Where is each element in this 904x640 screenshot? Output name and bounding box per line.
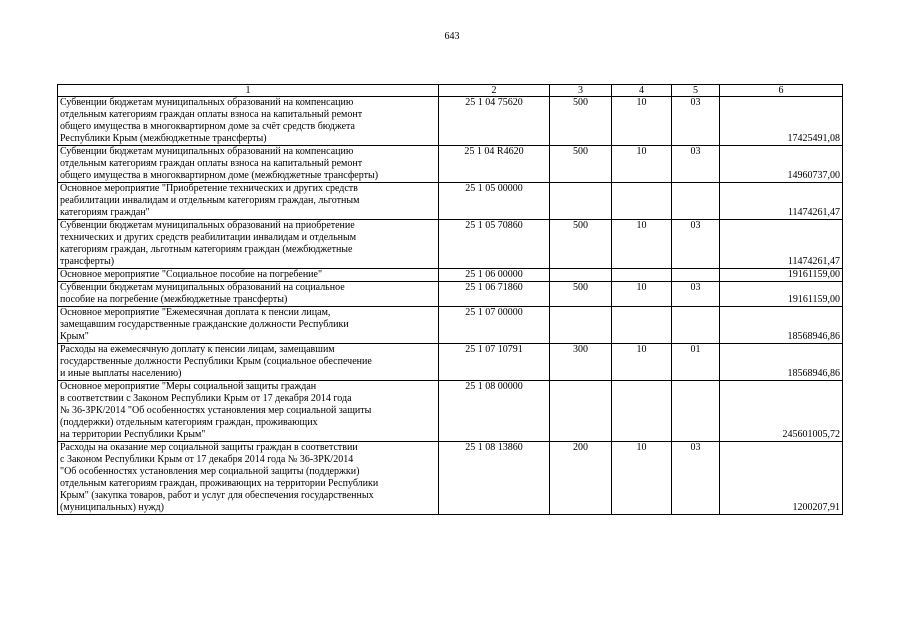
item-name-line: Основное мероприятие "Ежемесячная доплата к пенсии лицам, xyxy=(60,307,331,318)
item-name xyxy=(58,282,439,307)
section-code xyxy=(612,183,672,220)
item-name-line: технических и других средств реабилитации инвалидам и отдельным xyxy=(60,232,357,243)
target-article-code: 25 1 07 00000 xyxy=(439,307,550,344)
subsection-code: 03 xyxy=(672,146,720,183)
amount: 18568946,86 xyxy=(720,344,843,381)
amount: 11474261,47 xyxy=(720,183,843,220)
item-name-line: Основное мероприятие "Приобретение технических и других средств xyxy=(60,183,358,194)
table-row xyxy=(58,220,843,269)
section-code: 10 xyxy=(612,344,672,381)
subsection-code xyxy=(672,307,720,344)
expense-type-code xyxy=(550,381,612,442)
column-header-4: 4 xyxy=(612,85,672,97)
item-name xyxy=(58,183,439,220)
item-name-line: Субвенции бюджетам муниципальных образований на социальное xyxy=(60,282,345,293)
section-code xyxy=(612,381,672,442)
column-header-1: 1 xyxy=(58,85,439,97)
expense-type-code xyxy=(550,307,612,344)
item-name xyxy=(58,344,439,381)
subsection-code: 01 xyxy=(672,344,720,381)
table-body xyxy=(58,85,843,515)
expense-type-code xyxy=(550,183,612,220)
section-code: 10 xyxy=(612,282,672,307)
item-name xyxy=(58,269,439,282)
item-name-line: Основное мероприятие "Меры социальной защиты граждан xyxy=(60,381,317,392)
table-row xyxy=(58,442,843,515)
item-name-line: Основное мероприятие "Социальное пособие на погребение" xyxy=(60,269,323,280)
target-article-code: 25 1 06 71860 xyxy=(439,282,550,307)
item-name-line: отдельным категориям граждан оплаты взноса на капитальный ремонт xyxy=(60,158,363,169)
amount: 14960737,00 xyxy=(720,146,843,183)
table-row xyxy=(58,97,843,146)
subsection-code: 03 xyxy=(672,97,720,146)
item-name-line: Республики Крым (межбюджетные трансферты) xyxy=(60,133,267,144)
target-article-code: 25 1 06 00000 xyxy=(439,269,550,282)
expense-type-code: 500 xyxy=(550,146,612,183)
subsection-code: 03 xyxy=(672,220,720,269)
item-name-line: общего имущества в многоквартирном доме (межбюджетные трансферты) xyxy=(60,170,379,181)
table-row xyxy=(58,183,843,220)
amount: 19161159,00 xyxy=(720,282,843,307)
item-name-line: категориям граждан, льготным категориям граждан (межбюджетные xyxy=(60,244,353,255)
item-name xyxy=(58,220,439,269)
item-name xyxy=(58,97,439,146)
item-name-line: пособие на погребение (межбюджетные трансферты) xyxy=(60,294,288,305)
table-row xyxy=(58,307,843,344)
page-number: 643 xyxy=(444,31,460,42)
item-name-line: государственные должности Республики Крым (социальное обеспечение xyxy=(60,356,372,367)
section-code: 10 xyxy=(612,442,672,515)
column-header-2: 2 xyxy=(439,85,550,97)
target-article-code: 25 1 07 10791 xyxy=(439,344,550,381)
expense-type-code: 200 xyxy=(550,442,612,515)
item-name-line: отдельным категориям граждан оплаты взноса на капитальный ремонт xyxy=(60,109,363,120)
amount: 19161159,00 xyxy=(720,269,843,282)
amount: 18568946,86 xyxy=(720,307,843,344)
budget-table xyxy=(57,84,843,515)
item-name xyxy=(58,146,439,183)
subsection-code: 03 xyxy=(672,282,720,307)
target-article-code: 25 1 05 70860 xyxy=(439,220,550,269)
section-code xyxy=(612,307,672,344)
item-name-line: реабилитации инвалидам и отдельным категориям граждан, льготным xyxy=(60,195,360,206)
item-name-line: и иные выплаты населению) xyxy=(60,368,182,379)
item-name-line: (муниципальных) нужд) xyxy=(60,502,164,513)
expense-type-code: 500 xyxy=(550,97,612,146)
column-header-3: 3 xyxy=(550,85,612,97)
section-code xyxy=(612,269,672,282)
item-name-line: на территории Республики Крым" xyxy=(60,429,206,440)
column-header-6: 6 xyxy=(720,85,843,97)
expense-type-code: 300 xyxy=(550,344,612,381)
item-name-line: категориям граждан" xyxy=(60,207,150,218)
column-header-5: 5 xyxy=(672,85,720,97)
item-name-line: Крым" xyxy=(60,331,89,342)
item-name-line: Расходы на ежемесячную доплату к пенсии лицам, замещавшим xyxy=(60,344,335,355)
subsection-code: 03 xyxy=(672,442,720,515)
target-article-code: 25 1 04 75620 xyxy=(439,97,550,146)
item-name-line: Субвенции бюджетам муниципальных образований на компенсацию xyxy=(60,146,354,157)
subsection-code xyxy=(672,269,720,282)
expense-type-code xyxy=(550,269,612,282)
item-name-line: с Законом Республики Крым от 17 декабря 2014 года № 36-ЗРК/2014 xyxy=(60,454,354,465)
item-name-line: в соответствии с Законом Республики Крым от 17 декабря 2014 года xyxy=(60,393,352,404)
item-name-line: № 36-ЗРК/2014 "Об особенностях установления мер социальной защиты xyxy=(60,405,372,416)
item-name xyxy=(58,307,439,344)
item-name-line: "Об особенностях установления мер социальной защиты (поддержки) xyxy=(60,466,360,477)
column-number-row xyxy=(58,85,843,97)
item-name xyxy=(58,442,439,515)
target-article-code: 25 1 04 R4620 xyxy=(439,146,550,183)
table-row xyxy=(58,146,843,183)
amount: 1200207,91 xyxy=(720,442,843,515)
item-name-line: Субвенции бюджетам муниципальных образований на компенсацию xyxy=(60,97,354,108)
expense-type-code: 500 xyxy=(550,220,612,269)
target-article-code: 25 1 05 00000 xyxy=(439,183,550,220)
expense-type-code: 500 xyxy=(550,282,612,307)
section-code: 10 xyxy=(612,146,672,183)
item-name-line: отдельным категориям граждан, проживающих на территории Республики xyxy=(60,478,379,489)
table-row xyxy=(58,344,843,381)
amount: 17425491,08 xyxy=(720,97,843,146)
item-name-line: замещавшим государственные гражданские должности Республики xyxy=(60,319,349,330)
item-name-line: Крым" (закупка товаров, работ и услуг для обеспечения государственных xyxy=(60,490,374,501)
amount: 11474261,47 xyxy=(720,220,843,269)
table-row xyxy=(58,269,843,282)
subsection-code xyxy=(672,381,720,442)
section-code: 10 xyxy=(612,97,672,146)
target-article-code: 25 1 08 13860 xyxy=(439,442,550,515)
item-name-line: трансферты) xyxy=(60,256,115,267)
section-code: 10 xyxy=(612,220,672,269)
table-row xyxy=(58,282,843,307)
item-name-line: Расходы на оказание мер социальной защиты граждан в соответствии xyxy=(60,442,358,453)
subsection-code xyxy=(672,183,720,220)
amount: 245601005,72 xyxy=(720,381,843,442)
item-name xyxy=(58,381,439,442)
item-name-line: Субвенции бюджетам муниципальных образований на приобретение xyxy=(60,220,355,231)
item-name-line: общего имущества в многоквартирном доме за счёт средств бюджета xyxy=(60,121,355,132)
table-row xyxy=(58,381,843,442)
target-article-code: 25 1 08 00000 xyxy=(439,381,550,442)
item-name-line: (поддержки) отдельным категориям граждан, проживающих xyxy=(60,417,318,428)
